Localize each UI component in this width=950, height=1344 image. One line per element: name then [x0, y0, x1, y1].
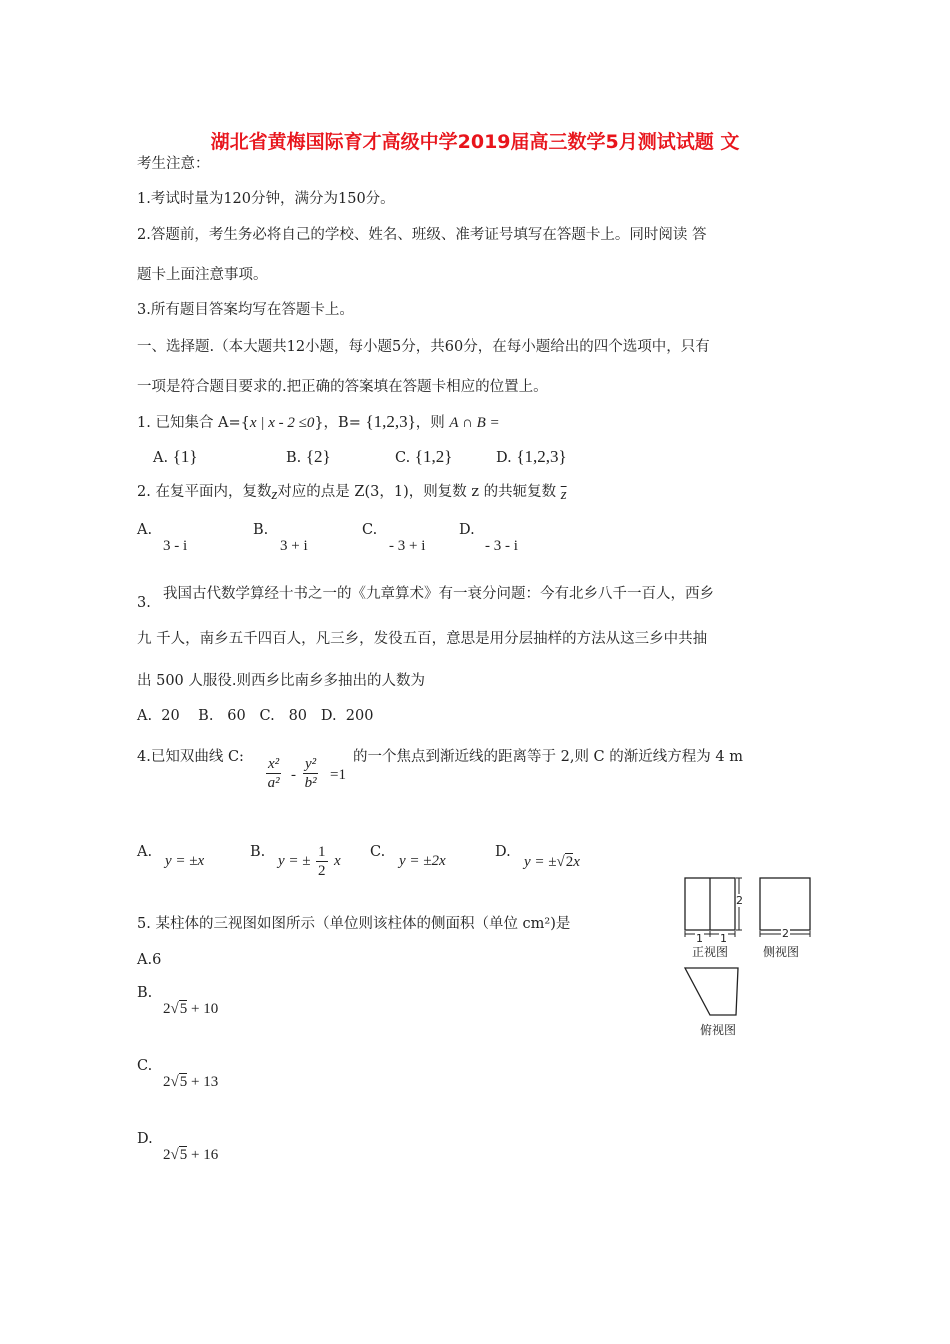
question-2: 2. 在复平面内，复数z对应的点是 Z(3，1)，则复数 z 的共轭复数 $\overline{z}$ — [137, 484, 567, 503]
dim-label-height: 2 — [736, 894, 743, 907]
q5-option-d: 2√5 + 16 — [163, 1147, 219, 1163]
q4-minus: - — [291, 767, 296, 783]
side-view-label: 侧视图 — [763, 945, 800, 959]
q2-z: z — [271, 487, 278, 503]
question-1 — [137, 413, 500, 432]
q1-option-d: D. {1,2,3} — [496, 447, 567, 466]
q1-option-c: C. {1,2} — [395, 447, 453, 466]
q4-option-b-fraction: $\frac{1}{2}$ — [318, 844, 326, 879]
q1-set-a: x | x - 2 ≤0 — [249, 415, 315, 431]
q4-option-b-label: B. — [250, 844, 266, 860]
q1-option-a: A. {1} — [153, 447, 198, 466]
q1-stem-a: 1. 已知集合 A={ — [137, 415, 250, 431]
q4-stem-b: 的一个焦点到渐近线的距离等于 2,则 C 的渐近线方程为 4 m — [353, 749, 743, 765]
q4-option-a: y = ±x — [165, 853, 205, 869]
q4-eq: =1 — [330, 767, 346, 783]
q5-stem: 5. 某柱体的三视图如图所示（单位则该柱体的侧面积（单位 cm²)是 — [137, 916, 571, 932]
q4-option-b-pre: y = ± — [278, 853, 311, 869]
q2-option-c-label: C. — [362, 522, 378, 538]
q1-stem-b: }，B= — [314, 415, 361, 431]
q3-line: 九 千人，南乡五千四百人，凡三乡，发役五百，意思是用分层抽样的方法从这三乡中共抽 — [137, 631, 708, 647]
dim-label-width: 2 — [782, 927, 789, 940]
q2-option-d: - 3 - i — [485, 538, 518, 554]
q4-option-a-label: A. — [137, 844, 153, 860]
q2-zbar: $\overline{z}$ — [560, 487, 567, 503]
q5-option-b: 2√5 + 10 — [163, 1001, 219, 1017]
q2-option-a: 3 - i — [163, 538, 188, 554]
q2-option-b: 3 + i — [280, 538, 308, 554]
front-view — [685, 878, 735, 930]
q5-option-a: A.6 — [137, 952, 162, 968]
side-view — [760, 878, 810, 930]
q2-option-d-label: D. — [459, 522, 475, 538]
section-heading: 一、选择题.（本大题共12小题，每小题5分，共60分，在每小题给出的四个选项中，只有 — [137, 339, 710, 355]
q2-option-b-label: B. — [253, 522, 269, 538]
section-heading-cont: 一项是符合题目要求的.把正确的答案填在答题卡相应的位置上。 — [137, 379, 548, 395]
notice-item: 3.所有题目答案均写在答题卡上。 — [137, 302, 354, 318]
q1-stem-c: ，则 — [415, 415, 445, 431]
q4-option-b-post: x — [334, 853, 341, 869]
q1-expr: A ∩ B = — [449, 415, 500, 431]
q3-line: 出 500 人服役.则西乡比南乡多抽出的人数为 — [137, 673, 426, 689]
q4-stem-a: 4.已知双曲线 C: — [137, 749, 244, 765]
q5-option-c: 2√5 + 13 — [163, 1074, 219, 1090]
dim-label-1b: 1 — [720, 932, 727, 945]
q4-fraction-y: $\frac{\text{y²}}{\text{b²}}$ — [304, 756, 317, 791]
q5-option-b-label: B. — [137, 985, 153, 1001]
q2-option-a-label: A. — [137, 522, 153, 538]
q2-option-c: - 3 + i — [389, 538, 426, 554]
notice-header: 考生注意： — [137, 156, 210, 172]
q4-option-c: y = ±2x — [399, 853, 446, 869]
page-title: 湖北省黄梅国际育才高级中学2019届高三数学5月测试试题 文 — [210, 131, 740, 153]
q1-set-b: {1,2,3} — [365, 412, 416, 431]
q5-option-c-label: C. — [137, 1058, 153, 1074]
q3-options: A. 20 B. 60 C. 80 D. 200 — [137, 708, 374, 724]
notice-item: 题卡上面注意事项。 — [137, 267, 268, 283]
q5-option-d-label: D. — [137, 1131, 153, 1147]
top-view — [685, 968, 738, 1015]
q1-option-b: B. {2} — [286, 447, 331, 466]
q4-fraction-x: $\frac{\text{x²}}{\text{a²}}$ — [267, 756, 280, 791]
front-view-label: 正视图 — [692, 945, 729, 959]
q3-line: 我国古代数学算经十书之一的《九章算术》有一衰分问题：今有北乡八千一百人，西乡 — [163, 586, 714, 602]
q4-option-d: y = ±√2x — [524, 854, 580, 870]
q4-option-c-label: C. — [370, 844, 386, 860]
top-view-label: 俯视图 — [700, 1023, 737, 1037]
q4-option-d-label: D. — [495, 844, 511, 860]
dim-label-1a: 1 — [696, 932, 703, 945]
notice-item: 1.考试时量为120分钟，满分为150分。 — [137, 191, 395, 207]
notice-item: 2.答题前，考生务必将自己的学校、姓名、班级、准考证号填写在答题卡上。同时阅读 答 — [137, 227, 707, 243]
q3-number: 3. — [137, 595, 151, 611]
